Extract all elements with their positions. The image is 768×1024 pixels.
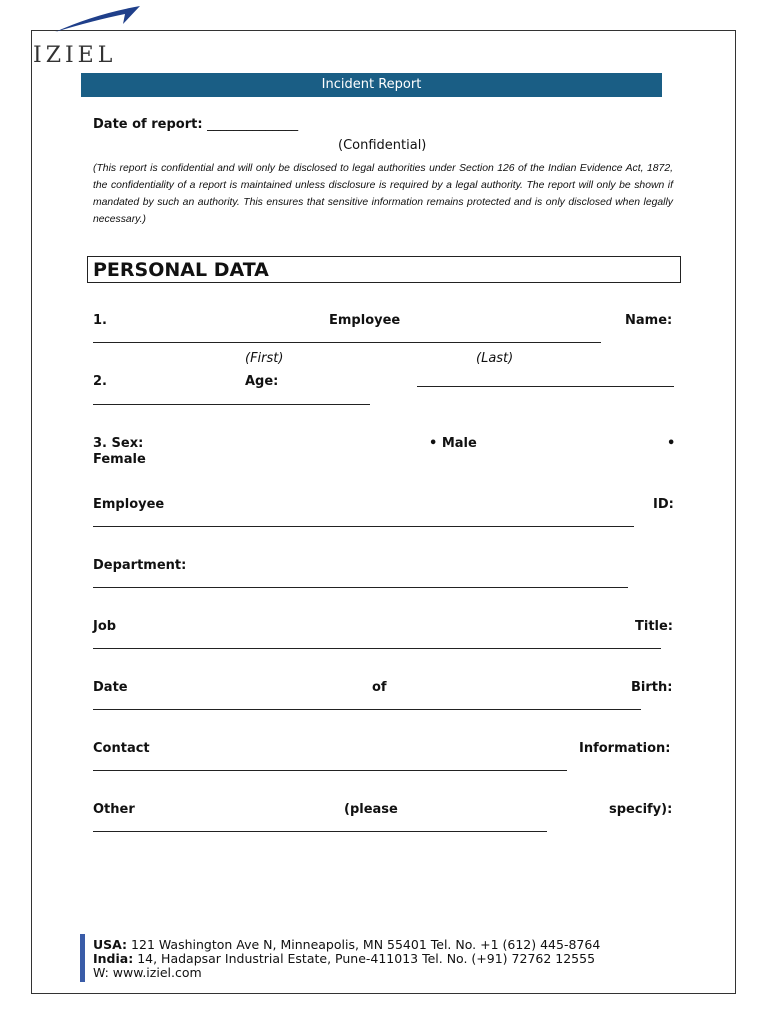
name-label-employee: Employee (329, 313, 401, 328)
other-label-other: Other (93, 802, 135, 817)
department-label: Department: (93, 558, 187, 573)
dob-label-date: Date (93, 680, 128, 695)
footer-website[interactable]: W: www.iziel.com (93, 965, 202, 980)
employee-id-label-employee: Employee (93, 497, 165, 512)
company-logo (33, 4, 133, 68)
department-input-line[interactable] (93, 587, 628, 588)
name-first-hint: (First) (245, 351, 284, 366)
sex-option-male[interactable]: • Male (429, 436, 477, 451)
dob-input-line[interactable] (93, 709, 641, 710)
age-input-line-1[interactable] (417, 386, 674, 387)
footer-india-label: India: (93, 951, 134, 966)
date-of-report-label: Date of report: (93, 117, 203, 132)
name-label-name: Name: (625, 313, 673, 328)
footer-usa-label: USA: (93, 937, 128, 952)
employee-id-input-line[interactable] (93, 526, 634, 527)
name-last-hint: (Last) (476, 351, 514, 366)
job-title-input-line[interactable] (93, 648, 661, 649)
logo-swoosh-icon (55, 4, 155, 34)
contact-label-information: Information: (579, 741, 671, 756)
sex-label: 3. Sex: (93, 436, 144, 451)
other-label-specify: specify): (609, 802, 673, 817)
job-title-label-job: Job (93, 619, 117, 634)
date-of-report-blank[interactable]: ______________ (207, 117, 299, 132)
sex-female-bullet[interactable]: • (667, 436, 676, 451)
personal-data-section-header (87, 256, 681, 283)
job-title-label-title: Title: (635, 619, 674, 634)
confidentiality-disclaimer: (This report is confidential and will only be disclosed to legal authorities under Section 126 of the Indian Evidence Act, 1872, the confidentiality of a report is maintained unless disclosure is required by a legal authority. The report will only be shown if mandated by such an authority. This ensures that sensitive information remains protected and is only disclosed when legally necessary.) (93, 163, 673, 225)
other-label-please: (please (344, 802, 398, 817)
footer-accent-bar (80, 934, 85, 982)
date-of-report (93, 117, 298, 132)
section-title: PERSONAL DATA (93, 259, 269, 281)
report-title-bar: Incident Report (81, 73, 662, 97)
logo-text: IZIEL (33, 43, 117, 68)
footer-usa-text: 121 Washington Ave N, Minneapolis, MN 55401 Tel. No. +1 (612) 445-8764 (127, 937, 601, 952)
contact-label-contact: Contact (93, 741, 150, 756)
confidential-note: (Confidential) (338, 138, 427, 153)
dob-label-birth: Birth: (631, 680, 673, 695)
age-label: Age: (245, 374, 279, 389)
footer-india-address (93, 951, 595, 966)
age-input-line-2[interactable] (93, 404, 370, 405)
other-input-line[interactable] (93, 831, 547, 832)
name-input-line[interactable] (93, 342, 601, 343)
footer-india-text: 14, Hadapsar Industrial Estate, Pune-411013 Tel. No. (+91) 72762 12555 (133, 951, 596, 966)
footer-usa-address (93, 937, 600, 952)
sex-option-female[interactable]: Female (93, 452, 146, 467)
employee-id-label-id: ID: (653, 497, 674, 512)
name-number: 1. (93, 313, 107, 328)
contact-input-line[interactable] (93, 770, 567, 771)
age-number: 2. (93, 374, 107, 389)
dob-label-of: of (372, 680, 387, 695)
